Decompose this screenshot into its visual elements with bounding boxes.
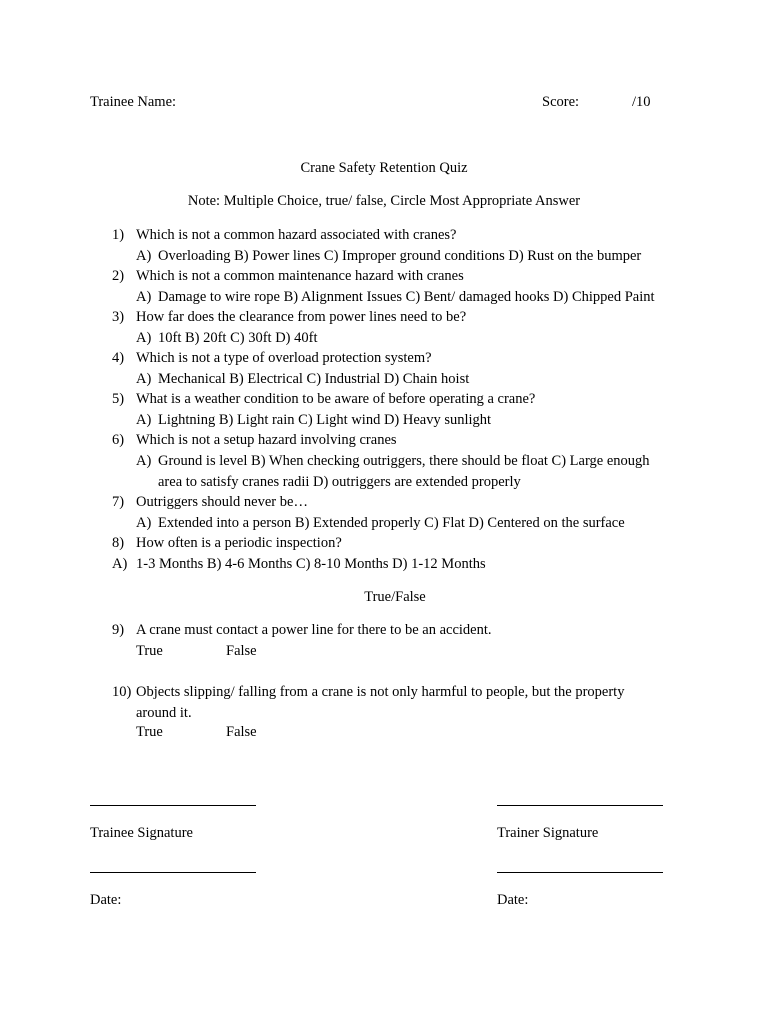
option-letter: A) xyxy=(136,412,152,428)
question-text: What is a weather condition to be aware of before operating a crane? xyxy=(136,391,536,407)
true-option[interactable]: True xyxy=(136,643,163,659)
answer-options: Damage to wire rope B) Alignment Issues C) Bent/ damaged hooks D) Chipped Paint xyxy=(158,289,655,305)
option-letter: A) xyxy=(136,453,152,469)
question-text: Which is not a type of overload protection system? xyxy=(136,350,432,366)
answer-options: Overloading B) Power lines C) Improper ground conditions D) Rust on the bumper xyxy=(158,248,642,264)
question-number: 2) xyxy=(112,268,125,284)
question-text: Which is not a common hazard associated with cranes? xyxy=(136,227,457,243)
answer-options: Extended into a person B) Extended properly C) Flat D) Centered on the surface xyxy=(158,515,625,531)
trainee-date-line[interactable] xyxy=(90,872,256,873)
trainer-date-line[interactable] xyxy=(497,872,663,873)
option-letter: A) xyxy=(136,289,152,305)
trainee-date-label: Date: xyxy=(90,892,122,908)
option-letter: A) xyxy=(136,248,152,264)
question-number: 1) xyxy=(112,227,125,243)
answer-options: 1-3 Months B) 4-6 Months C) 8-10 Months D) 1-12 Months xyxy=(136,556,486,572)
question-text-continued: around it. xyxy=(136,705,192,721)
trainer-signature-label: Trainer Signature xyxy=(497,825,599,841)
score-label: Score: xyxy=(542,94,580,110)
true-option[interactable]: True xyxy=(136,724,163,740)
score-total: /10 xyxy=(632,94,651,110)
question-text: How far does the clearance from power lines need to be? xyxy=(136,309,467,325)
answer-options-continued: area to satisfy cranes radii D) outriggers are extended properly xyxy=(158,474,521,490)
answer-options: 10ft B) 20ft C) 30ft D) 40ft xyxy=(158,330,318,346)
question-text: Which is not a common maintenance hazard with cranes xyxy=(136,268,464,284)
false-option[interactable]: False xyxy=(226,643,257,659)
option-letter: A) xyxy=(136,330,152,346)
question-text: Objects slipping/ falling from a crane is not only harmful to people, but the property xyxy=(136,684,625,700)
answer-options: Ground is level B) When checking outriggers, there should be float C) Large enough xyxy=(158,453,650,469)
question-number: 6) xyxy=(112,432,125,448)
option-letter: A) xyxy=(136,371,152,387)
question-text: A crane must contact a power line for there to be an accident. xyxy=(136,622,492,638)
trainer-signature-line[interactable] xyxy=(497,805,663,806)
quiz-title: Crane Safety Retention Quiz xyxy=(300,160,468,176)
question-number: 5) xyxy=(112,391,125,407)
option-letter: A) xyxy=(112,556,128,572)
question-number: 8) xyxy=(112,535,125,551)
answer-options: Lightning B) Light rain C) Light wind D) Heavy sunlight xyxy=(158,412,492,428)
question-number: 3) xyxy=(112,309,125,325)
quiz-note: Note: Multiple Choice, true/ false, Circle Most Appropriate Answer xyxy=(187,193,581,209)
question-text: How often is a periodic inspection? xyxy=(136,535,342,551)
true-false-heading: True/False xyxy=(364,589,426,605)
trainer-date-label: Date: xyxy=(497,892,529,908)
question-text: Which is not a setup hazard involving cranes xyxy=(136,432,397,448)
question-number: 10) xyxy=(112,684,132,700)
option-letter: A) xyxy=(136,515,152,531)
question-number: 7) xyxy=(112,494,125,510)
trainee-name-label: Trainee Name: xyxy=(90,94,177,110)
question-text: Outriggers should never be… xyxy=(136,494,308,510)
question-number: 4) xyxy=(112,350,125,366)
trainee-signature-line[interactable] xyxy=(90,805,256,806)
trainee-signature-label: Trainee Signature xyxy=(90,825,193,841)
false-option[interactable]: False xyxy=(226,724,257,740)
question-number: 9) xyxy=(112,622,125,638)
answer-options: Mechanical B) Electrical C) Industrial D) Chain hoist xyxy=(158,371,470,387)
